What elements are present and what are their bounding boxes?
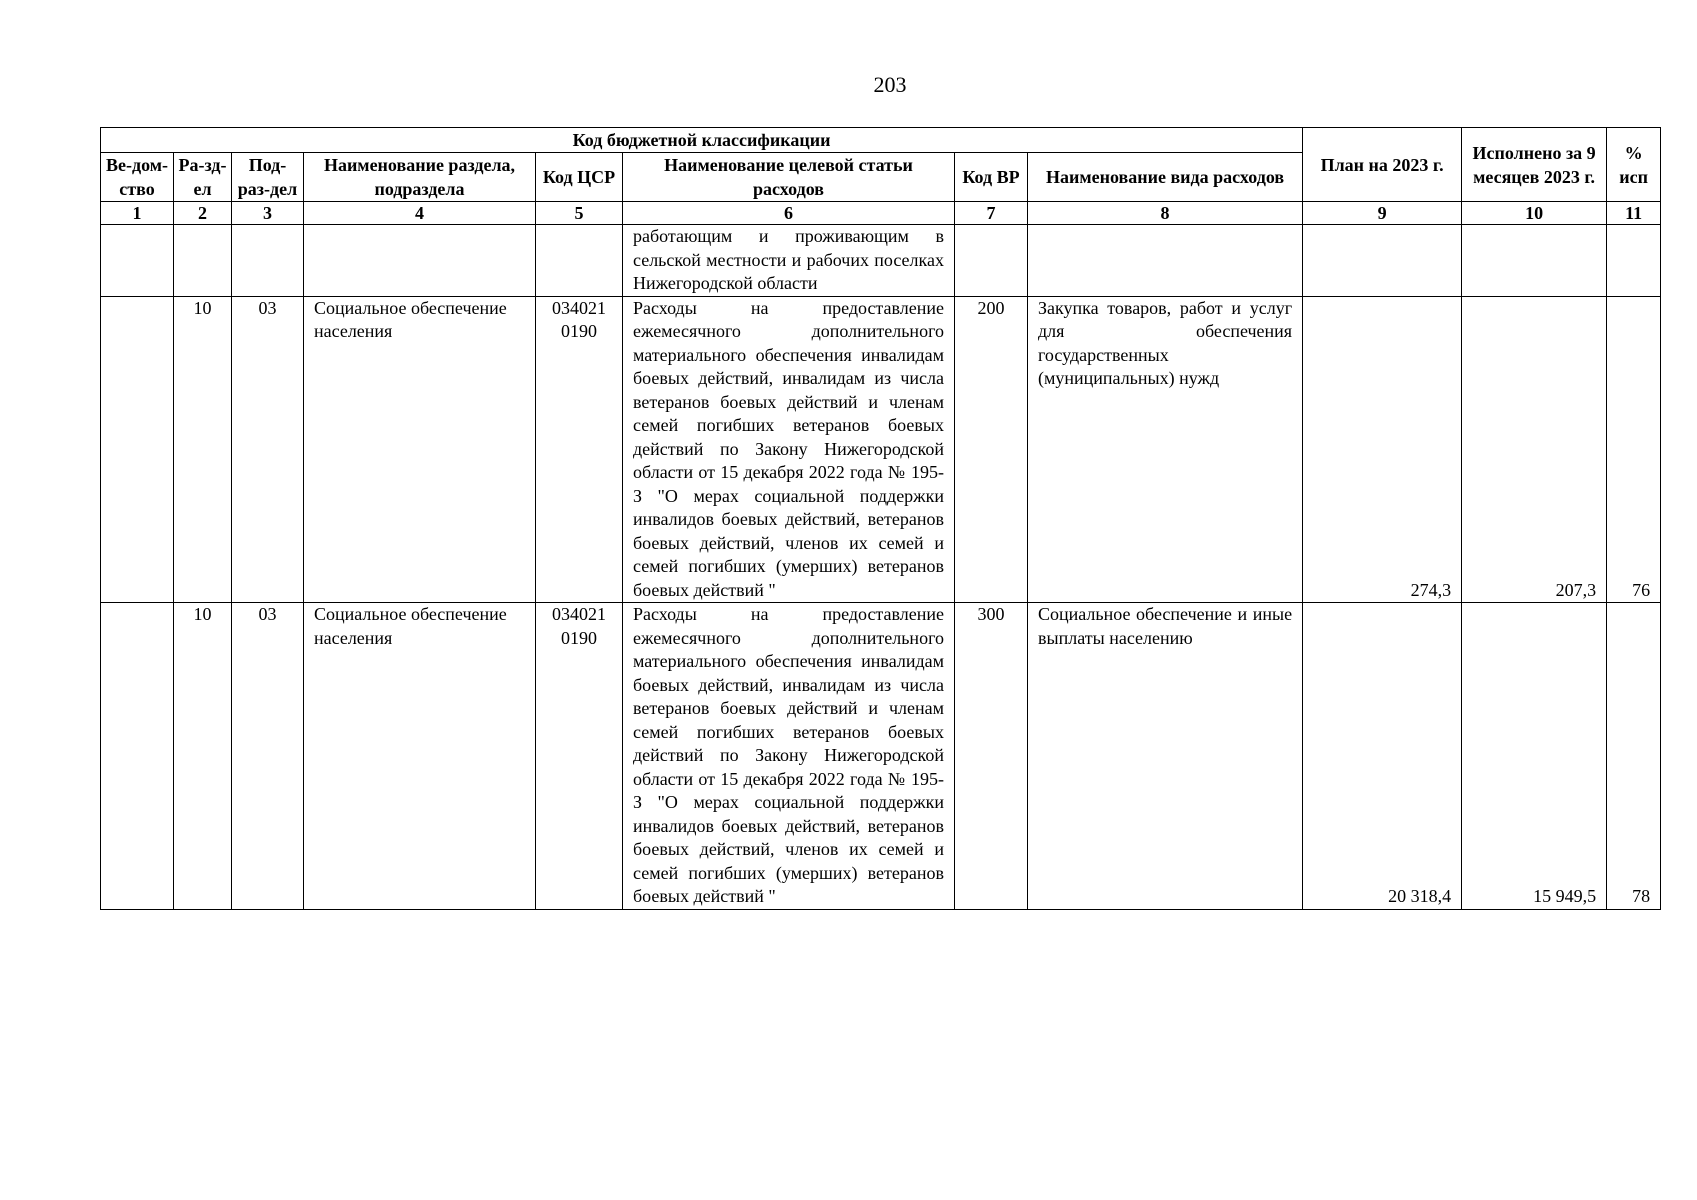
continuation-row: [101, 225, 1661, 297]
percent-cell: 76: [1607, 296, 1661, 603]
column-numbers-row: [101, 202, 1661, 225]
column-number: 2: [174, 202, 232, 225]
executed-cell: 207,3: [1462, 296, 1607, 603]
column-number: 1: [101, 202, 174, 225]
podrazdel-cell: 03: [232, 603, 304, 910]
table-row: [101, 603, 1661, 910]
article-name-cell: работающим и проживающим в сельской местности и рабочих поселках Нижегородской области: [623, 225, 955, 297]
budget-table: [100, 127, 1661, 910]
vedomstvo-cell: [101, 603, 174, 910]
executed-cell: 15 949,5: [1462, 603, 1607, 910]
vedomstvo-cell: [101, 296, 174, 603]
article-name-cell: Расходы на предоставление ежемесячного дополнительного материального обеспечения инвалидам боевых действий, инвалидам из числа ветеранов боевых действий и членам семей погибших ветеранов боевых действий по Закону Нижегородской области от 15 декабря 2022 года № 195-З "О мерах социальной поддержки инвалидов боевых действий, ветеранов боевых действий, членов их семей и семей погибших (умерших) ветеранов боевых действий ": [623, 603, 955, 910]
vr-cell: 200: [955, 296, 1028, 603]
section-name-cell: Социальное обеспечение населения: [304, 296, 536, 603]
header-section-name: Наименование раздела, подраздела: [304, 153, 536, 202]
column-number: 5: [536, 202, 623, 225]
column-number: 3: [232, 202, 304, 225]
column-number: 10: [1462, 202, 1607, 225]
page-number: 203: [873, 72, 907, 97]
plan-cell: 20 318,4: [1303, 603, 1462, 910]
header-razdel: Ра-зд-ел: [174, 153, 232, 202]
razdel-cell: 10: [174, 603, 232, 910]
column-number: 9: [1303, 202, 1462, 225]
header-vedomstvo: Ве-дом-ство: [101, 153, 174, 202]
budget-classification-header: Код бюджетной классификации: [101, 128, 1303, 153]
plan-cell: 274,3: [1303, 296, 1462, 603]
header-percent: % исп: [1607, 128, 1661, 202]
column-number: 7: [955, 202, 1028, 225]
header-row-group: [101, 128, 1661, 153]
vr-name-cell: Закупка товаров, работ и услуг для обеспечения государственных (муниципальных) нужд: [1028, 296, 1303, 603]
vr-name-cell: Социальное обеспечение и иные выплаты населению: [1028, 603, 1303, 910]
razdel-cell: 10: [174, 296, 232, 603]
vr-cell: 300: [955, 603, 1028, 910]
column-number: 8: [1028, 202, 1303, 225]
header-executed: Исполнено за 9 месяцев 2023 г.: [1462, 128, 1607, 202]
column-number: 11: [1607, 202, 1661, 225]
header-podrazdel: Под-раз-дел: [232, 153, 304, 202]
header-article-name: Наименование целевой статьи расходов: [623, 153, 955, 202]
podrazdel-cell: 03: [232, 296, 304, 603]
header-plan: План на 2023 г.: [1303, 128, 1462, 202]
section-name-cell: Социальное обеспечение населения: [304, 603, 536, 910]
table-row: [101, 296, 1661, 603]
header-vr-name: Наименование вида расходов: [1028, 153, 1303, 202]
header-vr: Код ВР: [955, 153, 1028, 202]
column-number: 4: [304, 202, 536, 225]
csr-cell: 034021 0190: [536, 603, 623, 910]
column-number: 6: [623, 202, 955, 225]
csr-cell: 034021 0190: [536, 296, 623, 603]
article-name-cell: Расходы на предоставление ежемесячного дополнительного материального обеспечения инвалидам боевых действий, инвалидам из числа ветеранов боевых действий и членам семей погибших ветеранов боевых действий по Закону Нижегородской области от 15 декабря 2022 года № 195-З "О мерах социальной поддержки инвалидов боевых действий, ветеранов боевых действий, членов их семей и семей погибших (умерших) ветеранов боевых действий ": [623, 296, 955, 603]
header-csr: Код ЦСР: [536, 153, 623, 202]
percent-cell: 78: [1607, 603, 1661, 910]
